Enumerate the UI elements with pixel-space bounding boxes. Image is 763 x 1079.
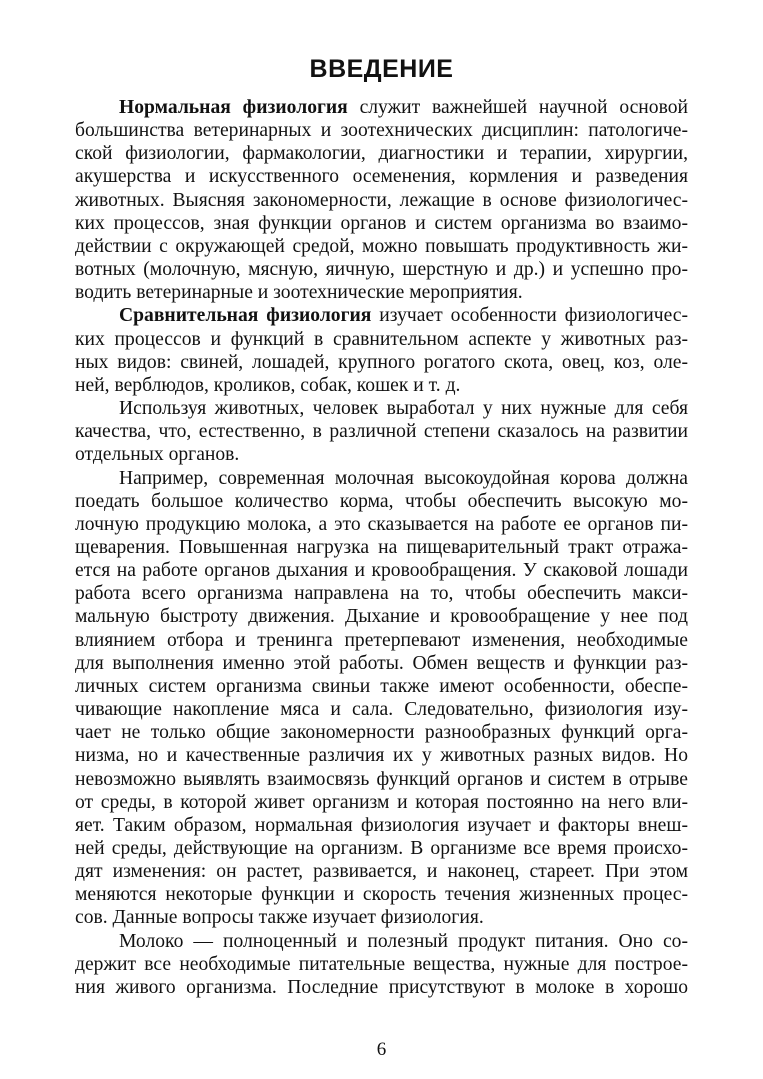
body-text — [75, 96, 688, 999]
text-line: ких процессов, зная функции органов и систем организма во взаимо- — [75, 212, 688, 234]
text-line: ской физиологии, фармакологии, диагностики и терапии, хирургии, — [75, 143, 688, 165]
text-line: личных систем организма свиньи также имеют особенности, обеспе- — [75, 675, 688, 697]
text-line: животных. Выясняя закономерности, лежащие в основе физиологичес- — [75, 189, 688, 211]
paragraph-comparative-physiology — [75, 304, 688, 397]
paragraph-example — [75, 467, 688, 930]
text-line: отдельных органов. — [75, 444, 240, 466]
text-line: ния живого организма. Последние присутствуют в молоке в хорошо — [75, 976, 688, 998]
text-line: от среды, в которой живет организм и которая постоянно на него вли- — [75, 791, 688, 813]
text-line: работа всего организма направлена на то, чтобы обеспечить макси- — [75, 583, 688, 605]
text-line: качества, что, естественно, в различной степени сказалось на развитии — [75, 421, 688, 443]
text-line: ней, верблюдов, кроликов, собак, кошек и т. д. — [75, 374, 461, 396]
text-line: ных видов: свиней, лошадей, крупного рогатого скота, овец, коз, оле- — [75, 351, 688, 373]
paragraph-domestication — [75, 397, 688, 466]
text-line: щеварения. Повышенная нагрузка на пищеварительный тракт отража- — [75, 536, 688, 558]
text-line: мальную быстроту движения. Дыхание и кровообращение у нее под — [75, 606, 688, 628]
text-line: лочную продукцию молока, а это сказывается на работе ее органов пи- — [75, 513, 688, 535]
text-line: Сравнительная физиология изучает особенности физиологичес- — [119, 305, 688, 327]
text-line: большинства ветеринарных и зоотехнических дисциплин: патологиче- — [75, 120, 688, 142]
text-line: меняются некоторые функции и скорость течения жизненных процес- — [75, 884, 688, 906]
term-normal-physiology: Нормальная физиология — [119, 97, 348, 118]
text-line: ней среды, действующие на организм. В организме все время происхо- — [75, 838, 688, 859]
text-line: вотных (молочную, мясную, яичную, шерстную и др.) и успешно про- — [75, 259, 688, 281]
text-line: дят изменения: он растет, развивается, и наконец, стареет. При этом — [75, 861, 688, 883]
text-line: держит все необходимые питательные вещества, нужные для построе- — [75, 953, 688, 975]
text-line: для выполнения именно этой работы. Обмен веществ и функции раз- — [75, 652, 688, 674]
text-line: ется на работе органов дыхания и кровообращения. У скаковой лошади — [75, 560, 688, 582]
text-line: яет. Таким образом, нормальная физиология изучает и факторы внеш- — [75, 814, 688, 836]
page-title: ВВЕДЕНИЕ — [309, 55, 454, 83]
term-comparative-physiology: Сравнительная физиология — [119, 305, 372, 327]
text-line: Используя животных, человек выработал у них нужные для себя — [119, 398, 688, 420]
page-number: 6 — [376, 1039, 387, 1060]
text-line: Например, современная молочная высокоудойная корова должна — [119, 467, 688, 489]
text-line: водить ветеринарные и зоотехнические мероприятия. — [75, 282, 523, 304]
text-line: Молоко — полноценный и полезный продукт питания. Оно со- — [119, 930, 688, 952]
paragraph-milk — [75, 930, 688, 999]
paragraph-normal-physiology — [75, 96, 688, 304]
text-line: Нормальная физиология служит важнейшей научной основой — [119, 97, 688, 118]
text-line: чивающие накопление мяса и сала. Следовательно, физиология изу- — [75, 699, 688, 721]
text-line: действии с окружающей средой, можно повышать продуктивность жи- — [75, 235, 688, 257]
text-line: влиянием отбора и тренинга претерпевают изменения, необходимые — [75, 629, 688, 651]
text-line: акушерства и искусственного осеменения, кормления и разведения — [75, 166, 688, 188]
text-line: поедать большое количество корма, чтобы обеспечить высокую мо- — [75, 490, 688, 512]
text-line: невозможно выявлять взаимосвязь функций органов и систем в отрыве — [75, 768, 688, 790]
text-line: сов. Данные вопросы также изучает физиология. — [75, 907, 484, 929]
text-line: ких процессов и функций в сравнительном аспекте у животных раз- — [75, 328, 688, 350]
text-line: низма, но и качественные различия их у животных разных видов. Но — [75, 745, 688, 767]
text-line: чает не только общие закономерности разнообразных функций орга- — [75, 722, 688, 744]
